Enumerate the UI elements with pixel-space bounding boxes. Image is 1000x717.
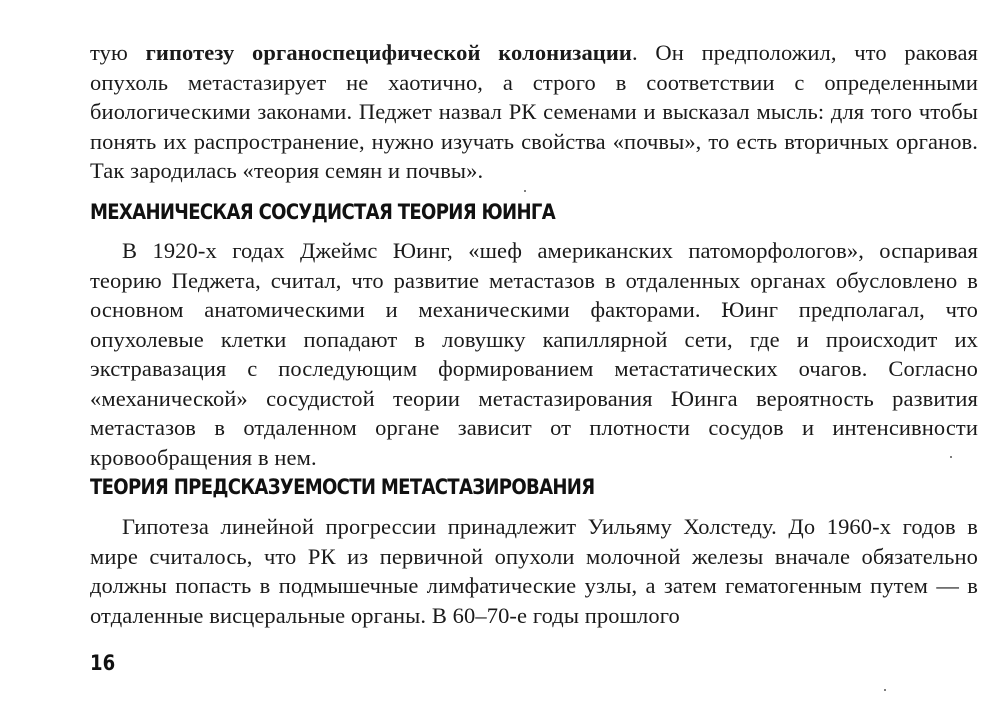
- scan-speck: [884, 689, 886, 691]
- page-number: 16: [90, 651, 116, 675]
- scan-speck: [524, 190, 526, 192]
- section-heading-predictability: ТЕОРИЯ ПРЕДСКАЗУЕМОСТИ МЕТАСТАЗИРОВАНИЯ: [90, 475, 595, 499]
- bold-term: гипотезу органоспецифической колонизации: [145, 40, 632, 65]
- section-heading-ewing: МЕХАНИЧЕСКАЯ СОСУДИСТАЯ ТЕОРИЯ ЮИНГА: [90, 200, 555, 224]
- paragraph-ewing-theory: В 1920-х годах Джеймс Юинг, «шеф американских патоморфологов», оспаривая теорию Педжета, считал, что развитие метастазов в отдаленных органах обусловлено в основном анатомическими и механическими факторами. Юинг предполагал, что опухолевые клетки попадают в ловушку капиллярной сети, где и происходит их экстравазация с последующим формированием метастатических очагов. Согласно «механической» сосудистой теории метастазирования Юинга вероятность развития метастазов в отдаленном органе зависит от плотности сосудов и интенсивности кровообращения в нем.: [90, 238, 978, 470]
- paragraph-halsted-hypothesis: Гипотеза линейной прогрессии принадлежит Уильяму Холстеду. До 1960-х годов в мире считалось, что РК из первичной опухоли молочной железы вначале обязательно должны попасть в подмышечные лимфатические узлы, а затем гематогенным путем — в отдаленные висцеральные органы. В 60–70-е годы прошлого: [90, 514, 978, 628]
- scan-speck: [950, 456, 952, 458]
- paragraph-rest: . Он предположил, что раковая опухоль метастазирует не хаотично, а строго в соответствии с определенными биологическими законами. Педжет назвал РК семенами и высказал мысль: для того чтобы понять их распространение, нужно изучать свойства «почвы», то есть вторичных органов. Так зародилась «теория семян и почвы».: [90, 40, 978, 183]
- paragraph-seed-and-soil: [90, 38, 978, 186]
- paragraph-lead: тую: [90, 40, 146, 65]
